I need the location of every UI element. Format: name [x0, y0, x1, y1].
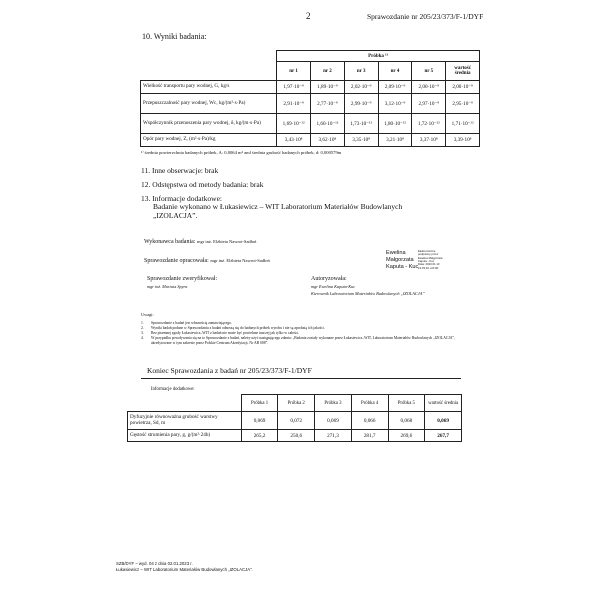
- cell: 1,69·10⁻¹²: [277, 114, 311, 134]
- column-header: nr 3: [344, 62, 378, 81]
- esig-detail-line: 13:03:16 +01'00': [418, 265, 439, 270]
- column-header: nr 5: [412, 62, 446, 81]
- section-13-line-2: „IZOLACJA”.: [153, 211, 198, 220]
- esig-detail-line: Ewelina Małgorzata: [418, 255, 443, 260]
- cell: 250,6: [278, 430, 315, 442]
- cell: 281,7: [351, 430, 388, 442]
- esig-detail-line: Data: 2023.01.13: [418, 262, 440, 267]
- electronic-signature: [386, 250, 476, 286]
- cell: 2,09·10⁻⁹: [378, 81, 412, 94]
- esig-name-line: Małgorzata: [386, 256, 414, 263]
- performer-name: mgr inż. Elżbieta Nawrot-Sadłoń: [196, 239, 257, 244]
- cell: 1,60·10⁻¹²: [311, 114, 345, 134]
- cell: 2,97·10⁻⁹: [412, 94, 446, 114]
- cell: 3,43·10⁸: [277, 134, 311, 147]
- column-header: wartość średnia: [446, 62, 480, 81]
- authorized-title: Kierownik Laboratorium Materiałów Budowlanych „IZOLACJA”: [311, 291, 425, 296]
- performer: [144, 239, 256, 245]
- cell: 2,91·10⁻⁹: [277, 94, 311, 114]
- cell: 1,89·10⁻⁹: [311, 81, 345, 94]
- results-table: [140, 50, 480, 147]
- esig-detail-line: Kaputa - Kuc: [418, 259, 435, 264]
- samples-group-header: Próbka ¹⁾: [277, 51, 480, 62]
- note-number: 2.: [141, 325, 144, 330]
- column-header: wartość średnia: [425, 395, 462, 412]
- cell: 1,97·10⁻⁹: [277, 81, 311, 94]
- cell: 269,6: [388, 430, 425, 442]
- cell: 2,77·10⁻⁹: [311, 94, 345, 114]
- esig-detail-line: podpisany przez: [418, 252, 439, 257]
- cell: 3,37·10⁸: [412, 134, 446, 147]
- note-number: 3.: [141, 330, 144, 335]
- note-text: Wyniki badań podane w Sprawozdaniu z badań odnoszą się do badanych próbek wyrobu i nie są aprobatą ich jakości.: [151, 325, 325, 330]
- row-label: Gęstość strumienia pary, g, g/(m²·24h): [128, 430, 242, 442]
- table-row: [128, 412, 462, 430]
- cell: 3,12·10⁻⁹: [378, 94, 412, 114]
- table-row: [141, 134, 480, 147]
- table-row: [141, 114, 480, 134]
- section-13-line-1: Badanie wykonano w Łukasiewicz – WIT Laboratorium Materiałów Budowlanych: [153, 202, 403, 211]
- end-of-report-title: Koniec Sprawozdania z badań nr 205/23/373/F-1/DYF: [147, 366, 312, 375]
- esig-name: [386, 250, 420, 271]
- cell: 2,00·10⁻⁹: [412, 81, 446, 94]
- performer-label: Wykonawca badania:: [144, 239, 196, 245]
- blank-corner: [141, 51, 277, 81]
- cell: 2,99·10⁻⁹: [344, 94, 378, 114]
- verified-name: mgr inż. Mariusz Spyra: [147, 284, 188, 289]
- notes-title: Uwagi:: [141, 312, 154, 317]
- authorized-name: mgr Ewelina Kaputa-Kuc: [311, 284, 356, 289]
- blank-corner: [128, 395, 242, 412]
- note-text: Bez pisemnej zgody Łukasiewicz–WIT z badań nie może być powielane inaczej jak tylko w całości.: [151, 330, 300, 335]
- cell: 3,21·10⁸: [378, 134, 412, 147]
- table-row: [128, 430, 462, 442]
- esig-name-line: Kaputa - Kuc: [386, 263, 419, 270]
- note-number: 1.: [141, 321, 144, 325]
- esig-name-line: Ewelina: [386, 250, 406, 256]
- column-header: Próbka 3: [315, 395, 352, 412]
- column-header: Próbka 5: [388, 395, 425, 412]
- cell: 1,72·10⁻¹²: [412, 114, 446, 134]
- cell: 0,068: [388, 412, 425, 430]
- column-header: nr 4: [378, 62, 412, 81]
- row-label: Opór pary wodnej, Z, (m²·s·Pa)/kg: [141, 134, 277, 147]
- authorized-label: Autoryzowała:: [311, 276, 347, 282]
- divider: [141, 378, 461, 379]
- prepared-name: mgr inż. Elżbieta Nawrot-Sadłoń: [210, 258, 270, 263]
- column-header: nr 2: [311, 62, 345, 81]
- cell: 2,02·10⁻⁹: [344, 81, 378, 94]
- section-11: 11. Inne obserwacje: brak: [141, 166, 219, 175]
- prepared-by: [144, 258, 270, 264]
- cell: 0,066: [351, 412, 388, 430]
- cell: 1,80·10⁻¹²: [378, 114, 412, 134]
- info-label: Informacje dodatkowe:: [151, 387, 195, 392]
- cell: 3,62·10⁸: [311, 134, 345, 147]
- footer-line-2: Łukasiewicz – WIT Laboratorium Materiałów Budowlanych „IZOLACJA”.: [116, 567, 253, 572]
- cell: 0,069: [425, 412, 462, 430]
- footer-line-1: SZB/DYF – wyd. 04 z dnia 02.01.2023 r.: [116, 561, 193, 566]
- page-number: 2: [306, 11, 311, 21]
- section-13-title: 13. Informacje dodatkowe:: [141, 194, 223, 203]
- cell: 2,95·10⁻⁹: [446, 94, 480, 114]
- additional-info-table: [127, 394, 462, 442]
- prepared-label: Sprawozdanie opracowała:: [144, 258, 209, 264]
- cell: 1,73·10⁻¹²: [344, 114, 378, 134]
- report-reference: Sprawozdanie nr 205/23/373/F-1/DYF: [367, 12, 484, 21]
- cell: 2,00·10⁻⁹: [446, 81, 480, 94]
- cell: 0,069: [315, 412, 352, 430]
- column-header: nr 1: [277, 62, 311, 81]
- notes-list: [141, 321, 461, 345]
- cell: 3,39·10⁸: [446, 134, 480, 147]
- column-header: Próbka 2: [278, 395, 315, 412]
- esig-detail-line: Elektronicznie: [418, 249, 436, 253]
- column-header: Próbka 1: [241, 395, 278, 412]
- column-header: Próbka 4: [351, 395, 388, 412]
- section-10-title: 10. Wyniki badania:: [142, 32, 207, 41]
- table-footnote: ¹⁾ średnia powierzchnia badanych próbek, A: 0,0064 m² and średnia grubość badanych próbek, d: 0,000579m: [141, 150, 342, 155]
- table-row: [141, 94, 480, 114]
- note-text: Sprawozdanie z badań jest własnością zamawiającego.: [151, 321, 232, 325]
- row-label: Dyfuzyjnie równoważna grubość warstwy powietrza, Sd, m: [128, 412, 242, 430]
- cell: 267,7: [425, 430, 462, 442]
- cell: 1,71·10⁻¹²: [446, 114, 480, 134]
- row-label: Przepuszczalność pary wodnej, Wc, kg/(m²·s·Pa): [141, 94, 277, 114]
- cell: 265,2: [241, 430, 278, 442]
- note-text: W przypadku powoływania się na to Sprawozdanie z badań, należy użyć następującego zdania: „Badania zostały wykonane przez Łukasiewicz–WIT, Laboratorium Materiałów Budowlanych „IZOLACJA”, akredytowane w tym zakresie przez Polskie Centrum Akredytacji, Nr AB 008”.: [151, 335, 455, 345]
- cell: 3,35·10⁸: [344, 134, 378, 147]
- cell: 0,069: [241, 412, 278, 430]
- cell: 271,3: [315, 430, 352, 442]
- row-label: Wielkość transportu pary wodnej, G, kg/s: [141, 81, 277, 94]
- note-number: 4.: [141, 335, 144, 340]
- section-12: 12. Odstępstwa od metody badania: brak: [141, 180, 264, 189]
- note-item: [141, 336, 461, 346]
- table-row: [141, 81, 480, 94]
- esig-details: [418, 250, 474, 270]
- row-label: Współczynnik przenoszenia pary wodnej, δ, kg/(m·s·Pa): [141, 114, 277, 134]
- cell: 0,072: [278, 412, 315, 430]
- verified-label: Sprawozdanie zweryfikował:: [147, 276, 218, 282]
